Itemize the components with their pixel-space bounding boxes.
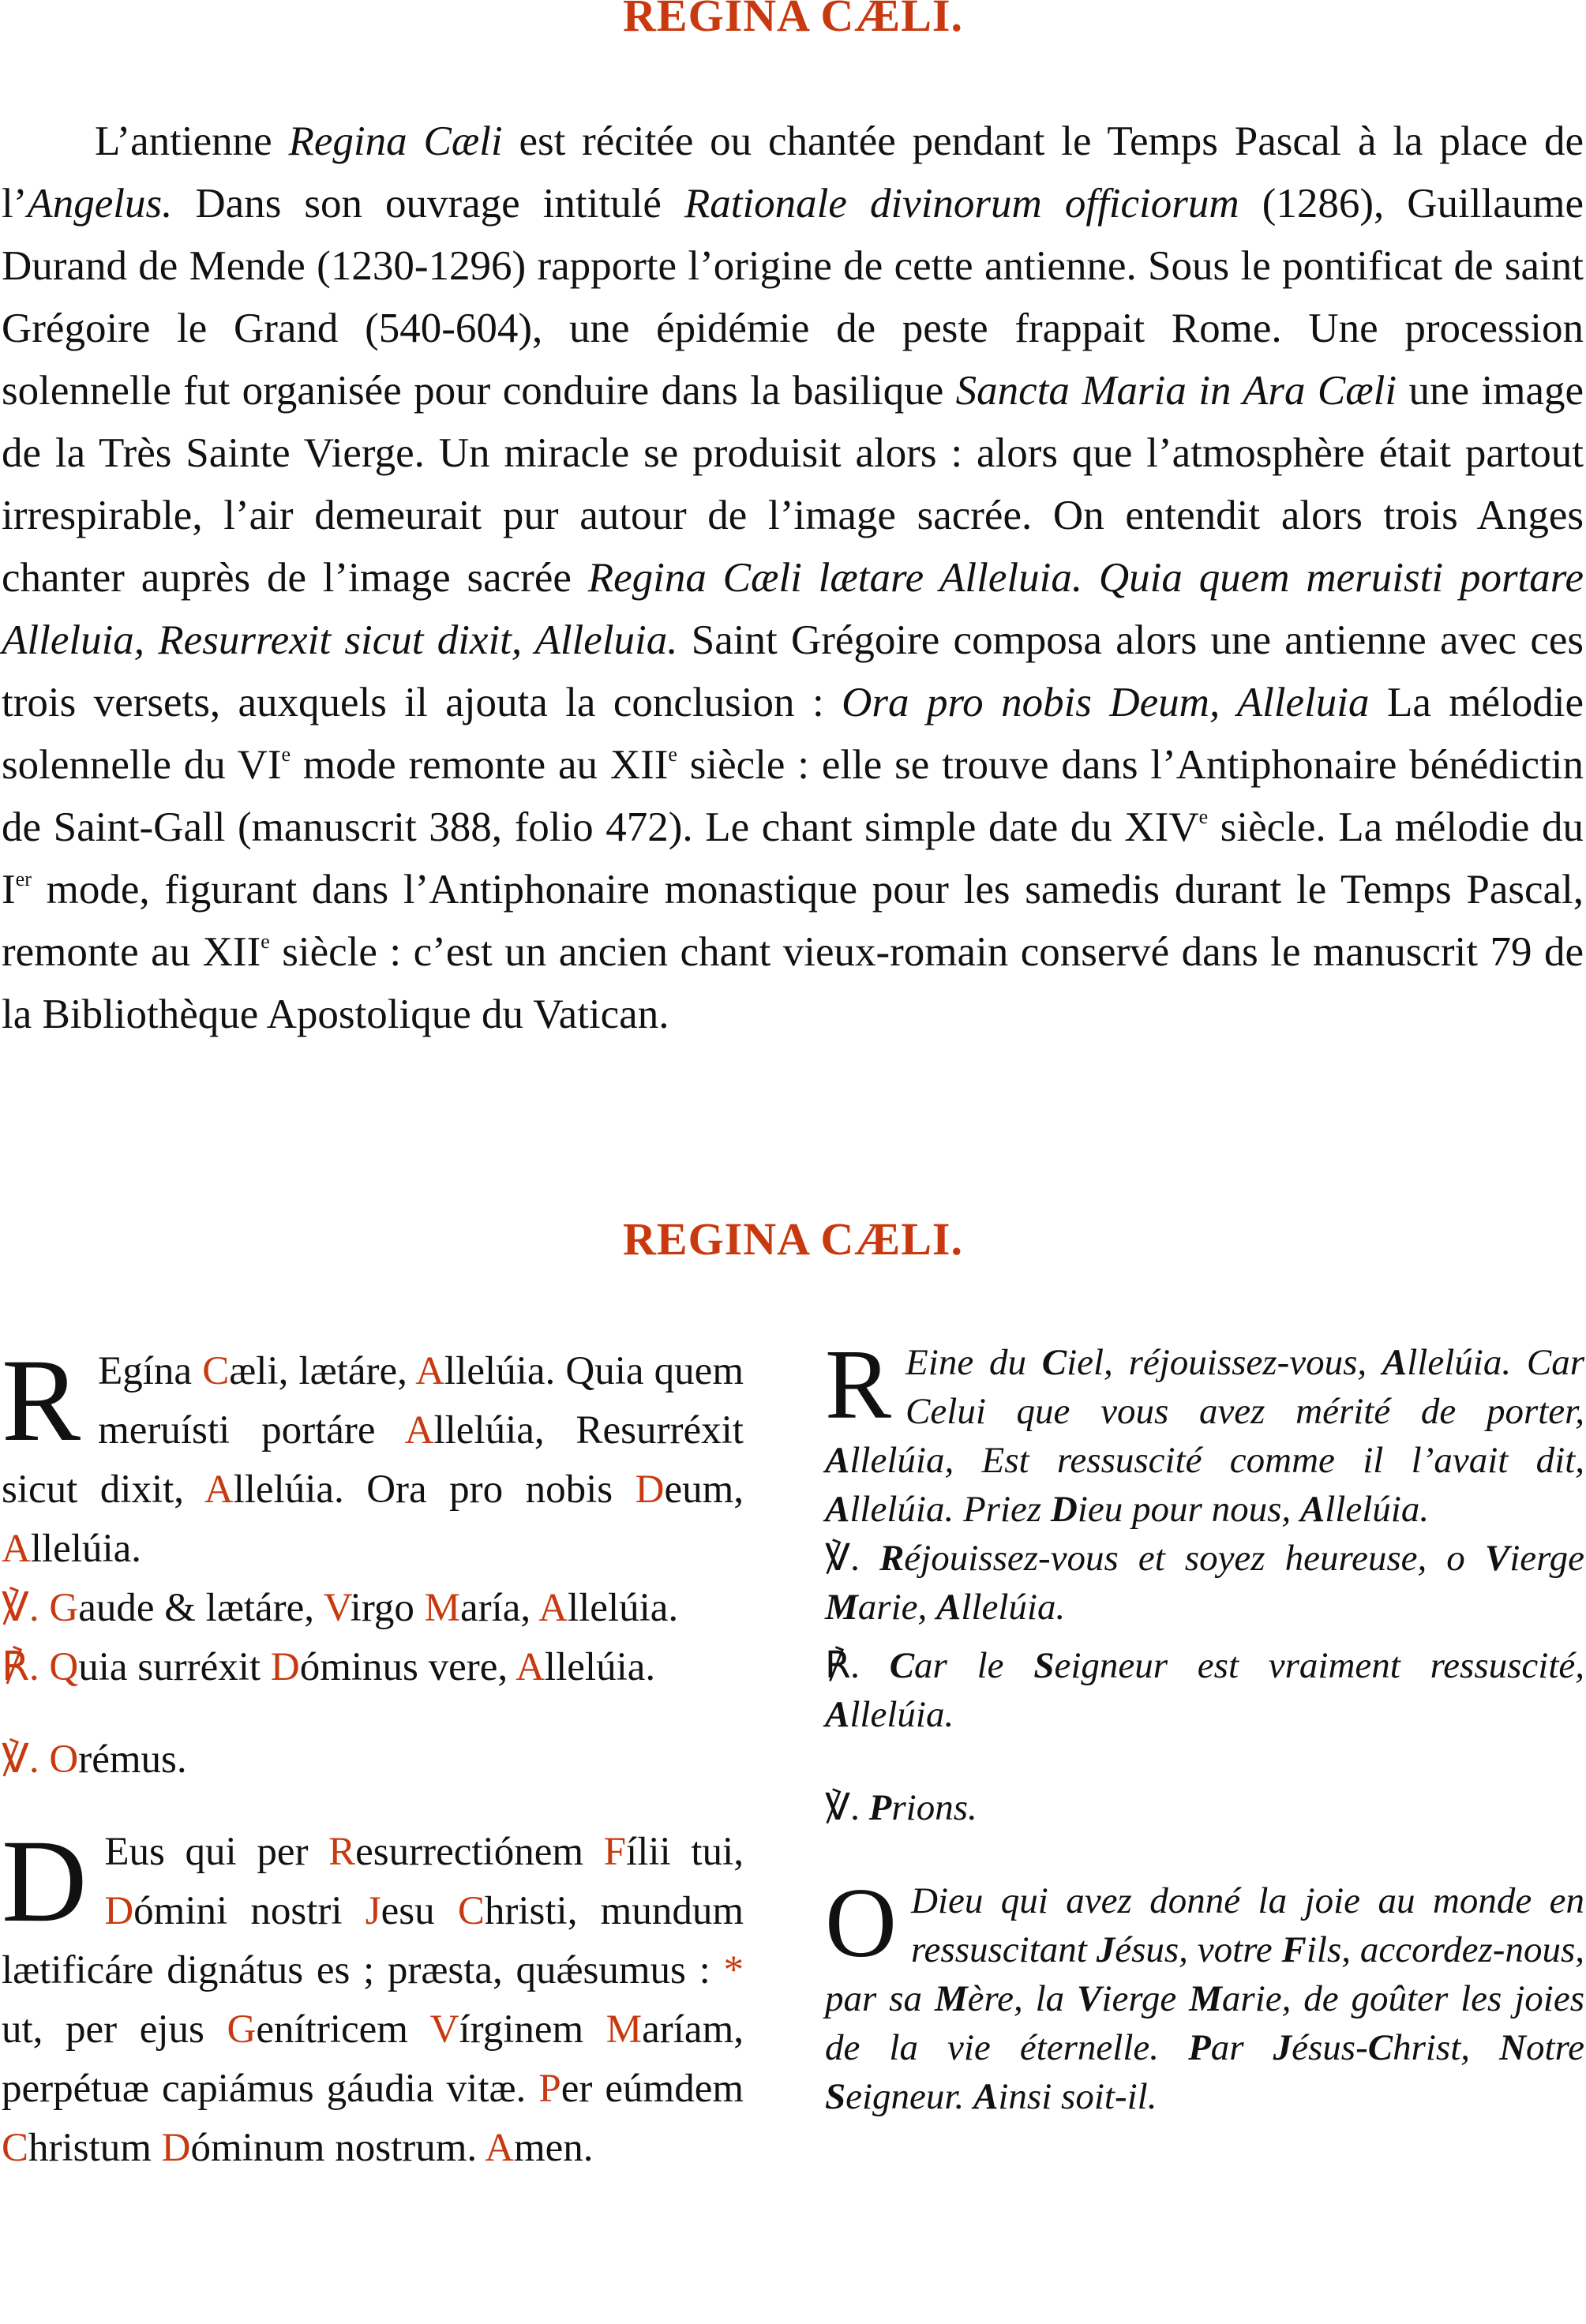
rubric-text: F <box>603 1830 627 1874</box>
rubric-text: D <box>270 1645 300 1689</box>
text-run: llelúia. Ora pro nobis <box>233 1467 636 1512</box>
initial-bold: C <box>1041 1342 1067 1383</box>
rubric-text: J <box>365 1889 381 1933</box>
text-run: llelúia, Est ressuscité comme il l’avait dit, <box>849 1440 1584 1481</box>
initial-bold: M <box>825 1587 858 1628</box>
initial-bold: P <box>1188 2027 1211 2068</box>
rubric-text: V <box>323 1586 351 1630</box>
rubric-text: ℣. <box>2 1586 39 1630</box>
initial-bold: N <box>1499 2027 1527 2068</box>
text-run: llelúia. Car Celui que vous avez mérité de porter, <box>905 1342 1584 1432</box>
text-run: ílii tui, <box>626 1830 744 1874</box>
text-run: insi soit-il. <box>998 2076 1157 2117</box>
text-run: rions. <box>891 1787 977 1828</box>
rubric-text: D <box>104 1889 134 1933</box>
text-run: arie, de goûter les joies de la vie éternelle. <box>825 1978 1584 2068</box>
text-run: aría, <box>460 1586 539 1630</box>
text-run: men. <box>513 2126 594 2170</box>
versicle-symbol: ℣. <box>825 1538 860 1579</box>
italic-text: Regina Cæli <box>288 118 503 164</box>
rubric-text: C <box>202 1349 230 1393</box>
text-run: otre <box>1526 2027 1584 2068</box>
initial-bold: A <box>1382 1342 1408 1383</box>
text-run: ieu pour nous, <box>1077 1489 1300 1530</box>
initial-bold: M <box>934 1978 968 2019</box>
initial-bold: J <box>1273 2027 1292 2068</box>
text-run: llelúia. Quia quem meruísti portáre <box>98 1349 744 1452</box>
initial-bold: A <box>825 1489 850 1530</box>
text-run: L’antienne <box>95 118 289 164</box>
initial-bold: A <box>825 1694 850 1735</box>
spacer <box>825 1832 1584 1876</box>
rubric-text: * <box>723 1948 744 1992</box>
latin-paragraph <box>2 1638 744 1697</box>
latin-paragraph <box>2 1816 744 2178</box>
rubric-text: C <box>2 2126 29 2170</box>
text-run: esurrectiónem <box>355 1830 604 1874</box>
text-run: llelúia. Priez <box>849 1489 1051 1530</box>
rubric-text: A <box>538 1586 568 1630</box>
text-run: ar le <box>914 1645 1034 1686</box>
text-run: Saint Grégoire composa alors une antienne avec ces trois versets, auxquels il ajouta la conclusion : <box>2 617 1584 725</box>
text-run <box>860 1787 869 1828</box>
text-run: Eus qui per <box>104 1830 329 1874</box>
rubric-text: R <box>328 1830 356 1874</box>
text-run <box>39 1586 50 1630</box>
text-run: Dans son ouvrage intitulé <box>172 181 684 227</box>
text-run: llelúia. <box>849 1694 954 1735</box>
initial-bold: C <box>889 1645 915 1686</box>
title-top: REGINA CÆLI. <box>623 0 963 41</box>
rubric-text: A <box>2 1527 31 1571</box>
text-run: iel, réjouissez-vous, <box>1067 1342 1382 1383</box>
text-run: eigneur est vraiment ressuscité, <box>1054 1645 1584 1686</box>
text-run: enítricem <box>256 2007 430 2052</box>
versicle-symbol: ℟. <box>825 1645 860 1686</box>
text-run: irgo <box>350 1586 425 1630</box>
intro-paragraph <box>2 111 1584 1046</box>
spacer <box>825 1739 1584 1783</box>
text-run: ierge <box>1101 1978 1190 2019</box>
drop-cap: O <box>825 1869 897 1978</box>
drop-cap: R <box>2 1335 81 1466</box>
text-run: Eine du <box>905 1342 1042 1383</box>
rubric-text: M <box>424 1586 460 1630</box>
text-run <box>860 1538 879 1579</box>
rubric-text: A <box>415 1349 445 1393</box>
superscript: er <box>15 868 32 890</box>
text-run: (1286), Guillaume Durand de Mende (1230-1296) rapporte l’origine de cette antienne. Sous le pontificat de saint Grégoire le Grand (540-604), une épidémie de peste frappait Rome. Une procession solennelle fut organisée pour conduire dans la basilique <box>2 181 1584 414</box>
italic-text: Regina Cæli lætare Alleluia. Quia quem meruisti portare Alleluia, Resurrexit sicut dixit, Alleluia. <box>2 555 1584 663</box>
rubric-text: A <box>204 1467 234 1512</box>
text-run: óminus vere, <box>299 1645 516 1689</box>
initial-bold: J <box>1096 1929 1115 1970</box>
title-bottom: REGINA CÆLI. <box>623 1213 963 1265</box>
text-run: est récitée ou chantée pendant le Temps Pascal à la place de l’ <box>2 118 1584 227</box>
text-run: ar <box>1210 2027 1273 2068</box>
text-run: siècle. La mélodie du I <box>2 804 1584 913</box>
text-run <box>39 1737 50 1782</box>
text-run: írginem <box>459 2007 606 2052</box>
text-run: llelúia. <box>544 1645 656 1689</box>
text-run: llelúia. <box>567 1586 679 1630</box>
spacer <box>2 1790 744 1823</box>
text-run: llelúia. <box>961 1587 1066 1628</box>
text-run: rémus. <box>78 1737 187 1782</box>
text-run: óminum nostrum. <box>190 2126 486 2170</box>
text-run <box>39 1645 50 1689</box>
french-paragraph <box>825 1330 1584 1534</box>
text-run: éjouissez-vous et soyez heureuse, o <box>904 1538 1485 1579</box>
rubric-text: C <box>457 1889 485 1933</box>
latin-paragraph <box>2 1335 744 1579</box>
rubric-text: M <box>606 2007 643 2052</box>
initial-bold: P <box>868 1787 892 1828</box>
rubric-text: G <box>49 1586 79 1630</box>
french-column <box>825 1330 1585 2121</box>
text-run: ierge <box>1509 1538 1585 1579</box>
spacer <box>825 1632 1584 1641</box>
text-run: siècle : c’est un ancien chant vieux-romain conservé dans le manuscrit 79 de la Bibliothèque Apostolique du Vatican. <box>2 929 1584 1037</box>
initial-bold: F <box>1281 1929 1307 1970</box>
rubric-text: A <box>516 1645 545 1689</box>
drop-cap: R <box>825 1330 892 1440</box>
versicle-symbol: ℣. <box>825 1787 860 1828</box>
italic-text: Ora pro nobis Deum, Alleluia <box>842 680 1370 725</box>
initial-bold: V <box>1484 1538 1510 1579</box>
text-run: hristi, mundum lætificáre dignátus es ; præsta, quǽsumus : <box>2 1889 744 1992</box>
text-run: llelúia. <box>1325 1489 1430 1530</box>
text-run: æli, lætáre, <box>229 1349 416 1393</box>
initial-bold: A <box>973 2076 999 2117</box>
italic-text: Sancta Maria in Ara Cæli <box>955 368 1397 414</box>
rubric-text: O <box>49 1737 79 1782</box>
rubric-text: P <box>538 2067 561 2111</box>
initial-bold: A <box>825 1440 850 1481</box>
rubric-text: ℣. <box>2 1737 39 1782</box>
text-run: arie, <box>857 1587 937 1628</box>
italic-text: Rationale divinorum officiorum <box>684 181 1239 227</box>
initial-bold: R <box>879 1538 905 1579</box>
italic-text: Angelus. <box>27 181 173 227</box>
text-run: eigneur. <box>845 2076 974 2117</box>
latin-paragraph <box>2 1579 744 1638</box>
french-paragraph <box>825 1534 1584 1632</box>
text-run: eum, <box>664 1467 744 1512</box>
latin-column <box>2 1335 744 2178</box>
rubric-text: V <box>429 2007 459 2052</box>
rubric-text: Q <box>49 1645 79 1689</box>
french-paragraph <box>825 1869 1584 2121</box>
text-run: ut, per ejus <box>2 2007 227 2052</box>
text-run: ómini nostri <box>133 1889 366 1933</box>
french-paragraph <box>825 1641 1584 1739</box>
initial-bold: S <box>1033 1645 1055 1686</box>
text-run: hrist, <box>1393 2027 1500 2068</box>
text-run: mode remonte au XII <box>291 742 669 788</box>
initial-bold: C <box>1367 2027 1393 2068</box>
text-run: La mélodie solennelle du VI <box>2 680 1584 788</box>
initial-bold: M <box>1189 1978 1222 2019</box>
rubric-text: G <box>227 2007 257 2052</box>
text-run: ère, la <box>967 1978 1078 2019</box>
text-run: llelúia. <box>30 1527 142 1571</box>
text-run: ésus- <box>1292 2027 1368 2068</box>
text-run: ésus, votre <box>1115 1929 1282 1970</box>
initial-bold: S <box>825 2076 846 2117</box>
text-run: ils, accordez-nous, par sa <box>825 1929 1584 2019</box>
superscript: e <box>1198 805 1209 828</box>
text-run: mode, figurant dans l’Antiphonaire monastique pour les samedis durant le Temps Pascal, remonte au XII <box>2 867 1584 975</box>
text-run: Egína <box>98 1349 203 1393</box>
rubric-text: D <box>635 1467 665 1512</box>
superscript: e <box>281 743 291 766</box>
text-run: uia surréxit <box>78 1645 271 1689</box>
text-run: er eúmdem <box>561 2067 744 2111</box>
superscript: e <box>668 743 677 766</box>
superscript: e <box>261 930 270 953</box>
rubric-text: D <box>161 2126 191 2170</box>
rubric-text: A <box>404 1408 434 1452</box>
french-paragraph <box>825 1783 1584 1832</box>
text-run: une image de la Très Sainte Vierge. Un miracle se produisit alors : alors que l’atmosphère était partout irrespirable, l’air demeurait pur autour de l’image sacrée. On entendit alors trois Anges chanter auprès de l’image sacrée <box>2 368 1584 601</box>
initial-bold: D <box>1050 1489 1078 1530</box>
initial-bold: V <box>1077 1978 1102 2019</box>
text-run: hristum <box>28 2126 162 2170</box>
text-run: llelúia, Resurréxit sicut dixit, <box>2 1408 744 1512</box>
drop-cap: D <box>2 1816 88 1947</box>
text-run: aude & lætáre, <box>78 1586 324 1630</box>
text-run: esu <box>381 1889 458 1933</box>
rubric-text: A <box>485 2126 514 2170</box>
spacer <box>2 1697 744 1730</box>
text-run <box>860 1645 890 1686</box>
latin-paragraph <box>2 1730 744 1790</box>
text-run: Dieu qui avez donné la joie au monde en ressuscitant <box>911 1880 1584 1970</box>
initial-bold: A <box>936 1587 962 1628</box>
rubric-text: ℟. <box>2 1645 39 1689</box>
text-run: aríam, perpétuæ capiámus gáudia vitæ. <box>2 2007 744 2111</box>
initial-bold: A <box>1299 1489 1325 1530</box>
text-run: siècle : elle se trouve dans l’Antiphonaire bénédictin de Saint-Gall (manuscrit 388, folio 472). Le chant simple date du XIV <box>2 742 1584 850</box>
